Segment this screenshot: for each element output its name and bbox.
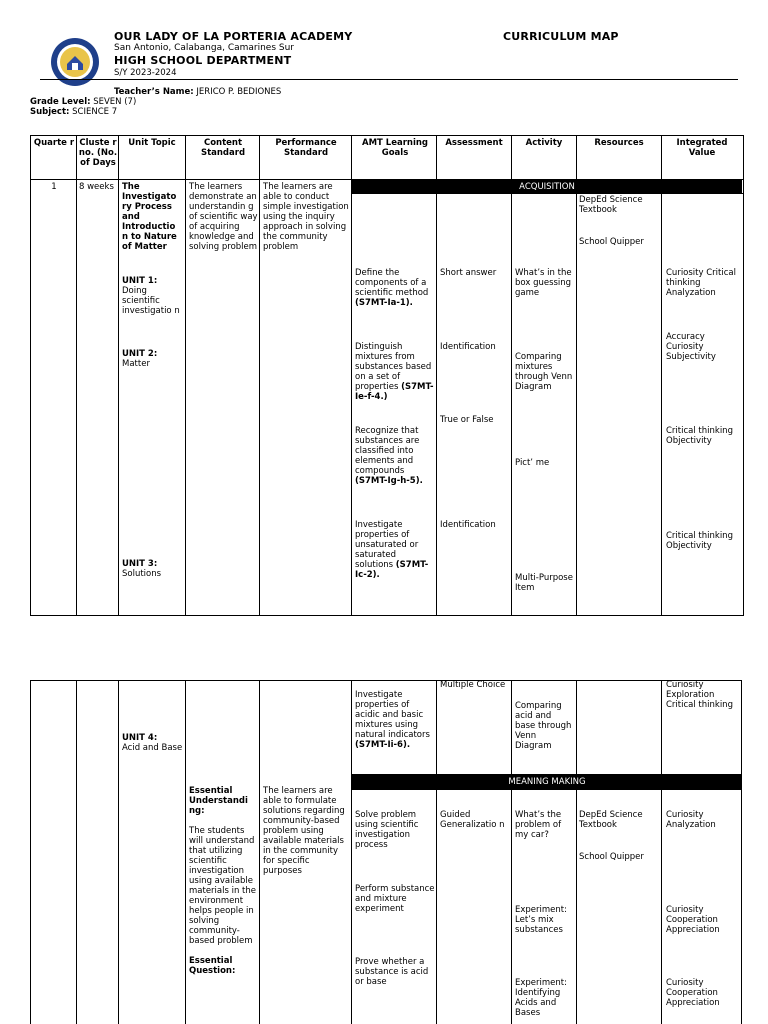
school-year: S/Y 2023-2024 — [114, 68, 177, 78]
meaning-making-bar: MEANING MAKING — [352, 775, 742, 789]
subject-info — [30, 107, 117, 117]
col-content-standard: Content Standard — [200, 138, 246, 158]
activity-8: Experiment: Identifying Acids and Bases — [515, 978, 567, 1018]
goal-3-code: (S7MT-Ig-h-5). — [355, 476, 423, 486]
assessment-3: True or False — [440, 415, 494, 425]
resource-textbook: DepEd Science Textbook — [579, 195, 643, 215]
col-performance-standard: Performance Standard — [275, 138, 337, 158]
activity-5: Comparing acid and base through Venn Diagram — [515, 701, 572, 751]
activity-4: Multi-Purpose Item — [515, 573, 573, 593]
unit-3-text: Solutions — [122, 569, 162, 579]
teacher-name: JERICO P. BEDIONES — [196, 87, 282, 97]
goal-2-text: Distinguish mixtures from substances based on a set of properties — [355, 342, 432, 392]
goal-2-code: (S7MT-Ie-f-4.) — [355, 382, 434, 402]
unit-3 — [122, 559, 184, 579]
curriculum-table-1 — [30, 135, 744, 616]
goal-1 — [355, 268, 435, 308]
unit-1-label: UNIT 1: — [122, 276, 158, 286]
resource-quipper: School Quipper — [579, 237, 644, 247]
value-5: Curiosity Exploration Critical thinking — [666, 680, 733, 710]
activity-7: Experiment: Let’s mix substances — [515, 905, 567, 935]
goal-5-text: Investigate properties of acidic and basic mixtures using natural indicators — [355, 690, 430, 740]
header-divider — [40, 79, 738, 80]
goal-8: Prove whether a substance is acid or base — [355, 957, 429, 987]
grade-value: SEVEN (7) — [93, 97, 137, 107]
resource-textbook-2: DepEd Science Textbook — [579, 810, 643, 830]
unit-4 — [122, 733, 184, 753]
subject-label: Subject: — [30, 107, 70, 117]
assessment-2: Identification — [440, 342, 496, 352]
teacher-label: Teacher’s Name: — [114, 87, 194, 97]
col-cluster: Cluste r no. (No. of Days — [78, 138, 118, 168]
goal-7: Perform substance and mixture experiment — [355, 884, 435, 914]
col-activity: Activity — [525, 138, 563, 148]
department-name: HIGH SCHOOL DEPARTMENT — [114, 54, 292, 67]
col-amt-goals: AMT Learning Goals — [361, 138, 428, 158]
goal-1-code: (S7MT-Ia-1). — [355, 298, 413, 308]
assessment-6: Guided Generalizatio n — [440, 810, 505, 830]
goal-3 — [355, 426, 435, 486]
performance-standard-2: The learners are able to formulate solutions regarding community-based problem using available materials in the community for specific purposes — [263, 786, 345, 876]
value-8: Curiosity Cooperation Appreciation — [666, 978, 720, 1008]
quarter-value: 1 — [51, 182, 57, 192]
resource-quipper-2: School Quipper — [579, 852, 644, 862]
essential-understanding — [189, 786, 259, 976]
activity-6: What’s the problem of my car? — [515, 810, 562, 840]
eu-label: Essential Understandi ng: — [189, 786, 248, 816]
value-4: Critical thinking Objectivity — [666, 531, 733, 551]
col-assessment: Assessment — [445, 138, 503, 148]
activity-1: What’s in the box guessing game — [515, 268, 572, 298]
school-address: San Antonio, Calabanga, Camarines Sur — [114, 43, 295, 53]
goal-4 — [355, 520, 435, 580]
acquisition-bar: ACQUISITION — [352, 180, 742, 194]
unit-3-label: UNIT 3: — [122, 559, 158, 569]
unit-2-label: UNIT 2: — [122, 349, 158, 359]
school-name: OUR LADY OF LA PORTERIA ACADEMY — [114, 30, 353, 43]
assessment-5: Multiple Choice — [440, 680, 506, 690]
teacher-info — [114, 87, 281, 97]
unit-1 — [122, 276, 184, 316]
goal-3-text: Recognize that substances are classified into elements and compounds — [355, 426, 420, 476]
value-3: Critical thinking Objectivity — [666, 426, 733, 446]
value-6: Curiosity Analyzation — [666, 810, 716, 830]
subject-value: SCIENCE 7 — [72, 107, 118, 117]
document-title: CURRICULUM MAP — [503, 30, 619, 43]
unit-4-text: Acid and Base — [122, 743, 183, 753]
goal-6: Solve problem using scientific investigation process — [355, 810, 419, 850]
assessment-1: Short answer — [440, 268, 497, 278]
cluster-value: 8 weeks — [79, 182, 114, 192]
assessment-4: Identification — [440, 520, 496, 530]
unit-2 — [122, 349, 184, 369]
value-2: Accuracy Curiosity Subjectivity — [666, 332, 716, 362]
content-standard-text: The learners demonstrate an understandin g of scientific way of acquiring knowledge and solving problem — [189, 182, 258, 252]
value-1: Curiosity Critical thinking Analyzation — [666, 268, 736, 298]
unit-2-text: Matter — [122, 359, 150, 369]
eq-label: Essential Question: — [189, 956, 236, 976]
unit-1-text: Doing scientific investigatio n — [122, 286, 180, 316]
col-integrated-value: Integrated Value — [676, 138, 728, 158]
curriculum-table-2 — [30, 680, 742, 1024]
goal-5 — [355, 690, 435, 750]
performance-standard-text: The learners are able to conduct simple investigation using the inquiry approach in solving the community problem — [263, 182, 349, 252]
eu-text: The students will understand that utilizing scientific investigation using available materials in the environment helps people in solving community-based problem — [189, 826, 257, 946]
col-unit-topic: Unit Topic — [128, 138, 176, 148]
grade-label: Grade Level: — [30, 97, 91, 107]
goal-5-code: (S7MT-Ii-6). — [355, 740, 411, 750]
value-7: Curiosity Cooperation Appreciation — [666, 905, 720, 935]
goal-4-code: (S7MT-Ic-2). — [355, 560, 429, 580]
grade-info — [30, 97, 136, 107]
col-resources: Resources — [594, 138, 644, 148]
goal-4-text: Investigate properties of unsaturated or saturated solutions — [355, 520, 419, 570]
goal-2 — [355, 342, 435, 402]
topic-title: The Investigato ry Process and Introductio n to Nature of Matter — [122, 182, 177, 252]
col-quarter: Quarte r — [33, 138, 75, 148]
activity-3: Pict’ me — [515, 458, 550, 468]
activity-2: Comparing mixtures through Venn Diagram — [515, 352, 573, 392]
unit-4-label: UNIT 4: — [122, 733, 158, 743]
goal-1-text: Define the components of a scientific method — [355, 268, 429, 298]
